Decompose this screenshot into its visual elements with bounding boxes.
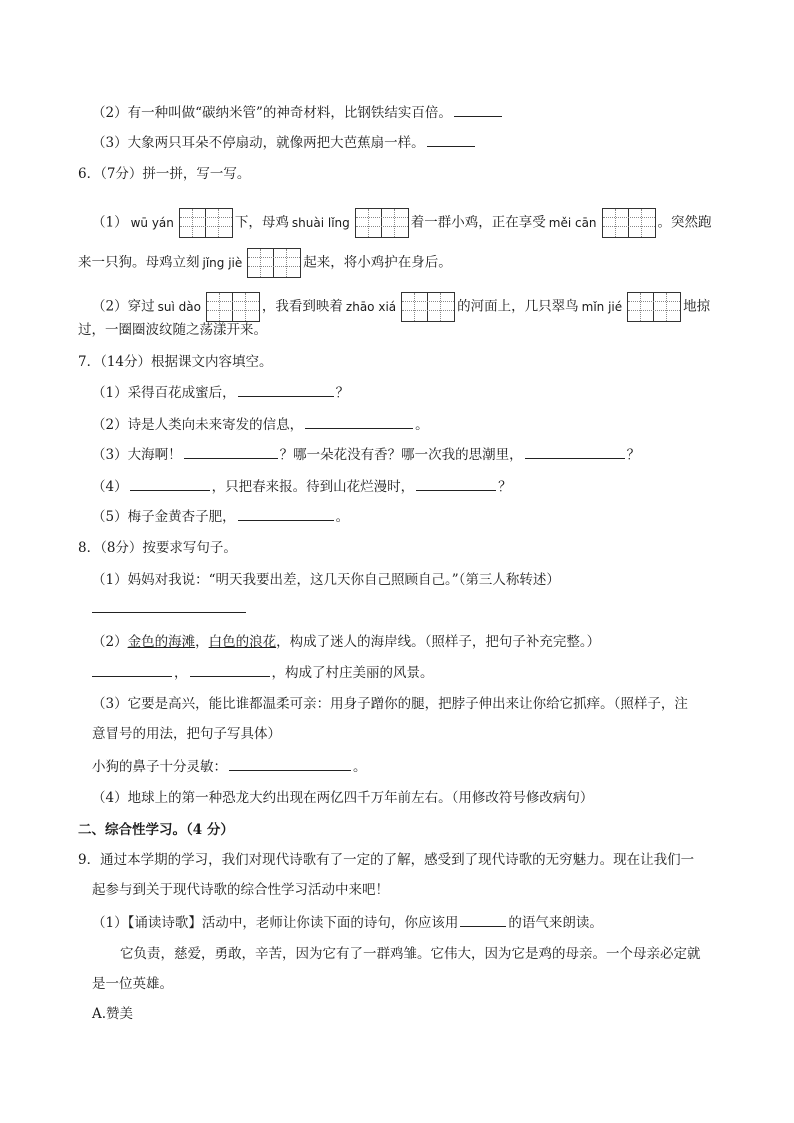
write-box[interactable] [627, 292, 681, 322]
pinyin: zhāo xiá [345, 299, 397, 314]
q7-item-5: （5）梅子金黄杏子肥， 。 [92, 506, 349, 527]
q8-item-4: （4）地球上的第一种恐龙大约出现在两亿四千万年前左右。（用修改符号修改病句） [92, 790, 594, 806]
answer-blank[interactable] [238, 382, 334, 397]
q8-title: 8．（8分）按要求写句子。 [78, 540, 237, 556]
answer-blank[interactable] [130, 476, 210, 491]
pinyin: jǐng jiè [202, 255, 243, 270]
write-box[interactable] [179, 208, 233, 238]
pinyin: suì dào [157, 299, 201, 314]
answer-blank[interactable] [229, 756, 351, 771]
q8-item-2-fill: ， ，构成了村庄美丽的风景。 [92, 662, 434, 683]
q6-line-3: （2）穿过 suì dào ，我看到映着 zhāo xiá 的河面上，几只翠鸟 mǐn jié 地掠 [92, 292, 710, 322]
answer-line[interactable] [92, 612, 246, 613]
answer-blank[interactable] [190, 662, 270, 677]
q8-item-3: （3）它要是高兴，能比谁都温柔可亲：用身子蹭你的腿，把脖子伸出来让你给它抓痒。（照样子，注 [92, 696, 688, 712]
write-box[interactable] [602, 208, 656, 238]
write-box[interactable] [401, 292, 455, 322]
answer-blank[interactable] [238, 506, 334, 521]
q6-line-1: （1） wū yán 下，母鸡 shuài lǐng 着一群小鸡，正在享受 měi cān 。突然跑 [92, 208, 712, 238]
q6-title: 6．（7分）拼一拼，写一写。 [78, 166, 251, 182]
q8-item-3-cont: 意冒号的用法，把句子写具体） [92, 726, 281, 742]
q7-item-4: （4） ，只把春来报。待到山花烂漫时， ？ [92, 476, 512, 497]
q7-title: 7．（14分）根据课文内容填空。 [78, 354, 273, 370]
answer-blank[interactable] [525, 444, 625, 459]
q8-item-2: （2）金色的海滩，白色的浪花，构成了迷人的海岸线。（照样子，把句子补充完整。） [92, 634, 601, 650]
answer-blank[interactable] [454, 102, 502, 117]
write-box[interactable] [206, 292, 260, 322]
answer-blank[interactable] [460, 912, 506, 927]
q8-item-1: （1）妈妈对我说：“明天我要出差，这几天你自己照顾自己。”（第三人称转述） [92, 572, 560, 588]
section-heading: 二、综合性学习。（4 分） [78, 822, 234, 838]
pinyin: shuài lǐng [291, 215, 350, 230]
q8-item-3-fill: 小狗的鼻子十分灵敏： 。 [92, 756, 367, 777]
answer-blank[interactable] [427, 132, 475, 147]
q7-item-3: （3）大海啊！ ？哪一朵花没有香？哪一次我的思潮里， ？ [92, 444, 640, 465]
pinyin: mǐn jié [581, 299, 623, 314]
q9-intro-cont: 起参与到关于现代诗歌的综合性学习活动中来吧！ [92, 882, 389, 898]
q9-intro: 9．通过本学期的学习，我们对现代诗歌有了一定的了解，感受到了现代诗歌的无穷魅力。现在让我们一 [78, 852, 695, 868]
answer-blank[interactable] [416, 476, 496, 491]
answer-blank[interactable] [184, 444, 278, 459]
poem-line-1: 它负责，慈爱，勇敢，辛苦，因为它有了一群鸡雏。它伟大，因为它是鸡的母亲。一个母亲必定就 [120, 946, 701, 962]
q7-item-2: （2）诗是人类向未来寄发的信息， 。 [92, 414, 429, 435]
q5-item-3: （3）大象两只耳朵不停扇动，就像两把大芭蕉扇一样。 [92, 132, 477, 153]
q5-item-2: （2）有一种叫做“碳纳米管”的神奇材料，比钢铁结实百倍。 [92, 102, 504, 123]
pinyin: měi cān [548, 215, 597, 230]
answer-blank[interactable] [92, 662, 172, 677]
pinyin: wū yán [130, 215, 174, 230]
write-box[interactable] [355, 208, 409, 238]
q6-line-2: 来一只狗。母鸡立刻 jǐng jiè 起来，将小鸡护在身后。 [78, 248, 452, 278]
poem-line-2: 是一位英雄。 [92, 976, 173, 992]
write-box[interactable] [247, 248, 301, 278]
q9-item-1: （1）【诵读诗歌】活动中，老师让你读下面的诗句，你应该用 的语气来朗读。 [92, 912, 603, 933]
q7-item-1: （1）采得百花成蜜后， ？ [92, 382, 349, 403]
option-a[interactable]: A.赞美 [92, 1006, 134, 1022]
answer-blank[interactable] [305, 414, 413, 429]
q6-line-4: 过，一圈圈波纹随之荡漾开来。 [78, 322, 267, 338]
